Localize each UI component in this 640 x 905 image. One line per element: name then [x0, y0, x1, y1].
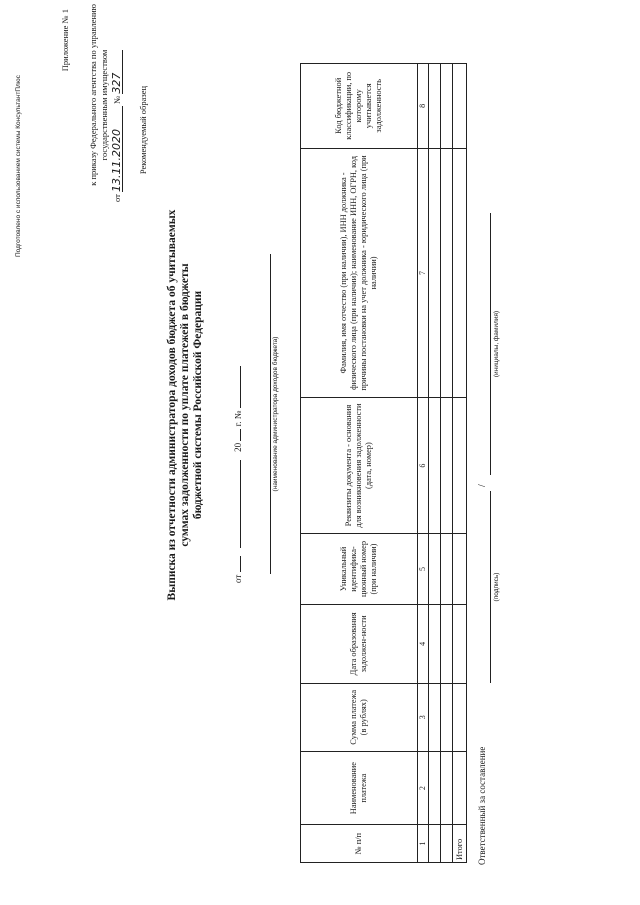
appendix-label: Приложение № 1 [60, 9, 70, 72]
total-row [453, 64, 467, 863]
header-payment-name: Наименование платежа [301, 751, 418, 824]
col-num-3: 3 [418, 683, 429, 751]
header-document: Реквизиты документа - основания для возникновения задолженности (дата, номер) [301, 398, 418, 534]
header-debtor: Фамилия, имя отчество (при наличии), ИНН должника - физического лица (при наличии); наименование ИНН, ОГРН, код причины постановки на учет должника - юридического лица (при наличии) [301, 148, 418, 398]
appendix-no: № [112, 95, 122, 104]
date-line [233, 253, 244, 583]
appendix-number: 327 [111, 50, 123, 94]
appendix-line1: к приказу Федерального агентства по управлению [88, 4, 98, 186]
table-row [441, 64, 453, 863]
appendix-order [88, 0, 123, 250]
table-header-row [301, 64, 418, 863]
name-caption: (инициалы, фамилия) [493, 310, 500, 378]
date-year-prefix: 20 [233, 442, 243, 452]
col-num-8: 8 [418, 64, 429, 149]
header-debt-date: Дата образования задолжен-ности [301, 605, 418, 683]
prepared-note: Подготовлено с использованием системы КонсультантПлюс [15, 75, 22, 257]
admin-caption: (наименование администратора доходов бюджета) [272, 336, 279, 492]
header-no: № п/п [301, 825, 418, 863]
debt-table [300, 63, 467, 863]
document-title [166, 145, 205, 665]
date-year-suffix: г. № [233, 410, 243, 427]
col-num-1: 1 [418, 825, 429, 863]
title-line3: бюджетной системы Российской Федерации [192, 290, 204, 520]
appendix-date: 13.11.2020 [111, 106, 123, 192]
title-line1: Выписка из отчетности администратора доходов бюджета об учитываемых [166, 209, 178, 601]
col-num-7: 7 [418, 148, 429, 398]
col-num-5: 5 [418, 533, 429, 604]
header-uin: Уникальный идентифика-ционный номер (при наличии) [301, 533, 418, 604]
title-line2: суммах задолженности по уплате платежей в бюджеты [179, 263, 191, 547]
total-label: Итого [453, 825, 467, 863]
recommended-sample: Рекомендуемый образец [138, 85, 148, 175]
signature-slash: / [477, 484, 488, 487]
col-num-6: 6 [418, 398, 429, 534]
appendix-from: от [112, 194, 122, 202]
signature-line [490, 491, 491, 683]
col-num-2: 2 [418, 751, 429, 824]
admin-name-line [270, 254, 271, 574]
appendix-date-line [111, 0, 123, 250]
appendix-line2: государственным имуществом [99, 49, 109, 161]
header-amount: Сумма платежа (в рублях) [301, 683, 418, 751]
col-num-4: 4 [418, 605, 429, 683]
responsible-label: Ответственный за составление [477, 746, 487, 865]
date-from: от [233, 574, 243, 583]
appendix-block [60, 9, 71, 229]
name-line [490, 213, 491, 475]
column-numbers-row [418, 64, 429, 863]
sign-caption: (подпись) [493, 572, 500, 602]
header-kbk: Код бюджетной классификации, по которому учитывается задолженность [301, 64, 418, 149]
table-row [429, 64, 441, 863]
